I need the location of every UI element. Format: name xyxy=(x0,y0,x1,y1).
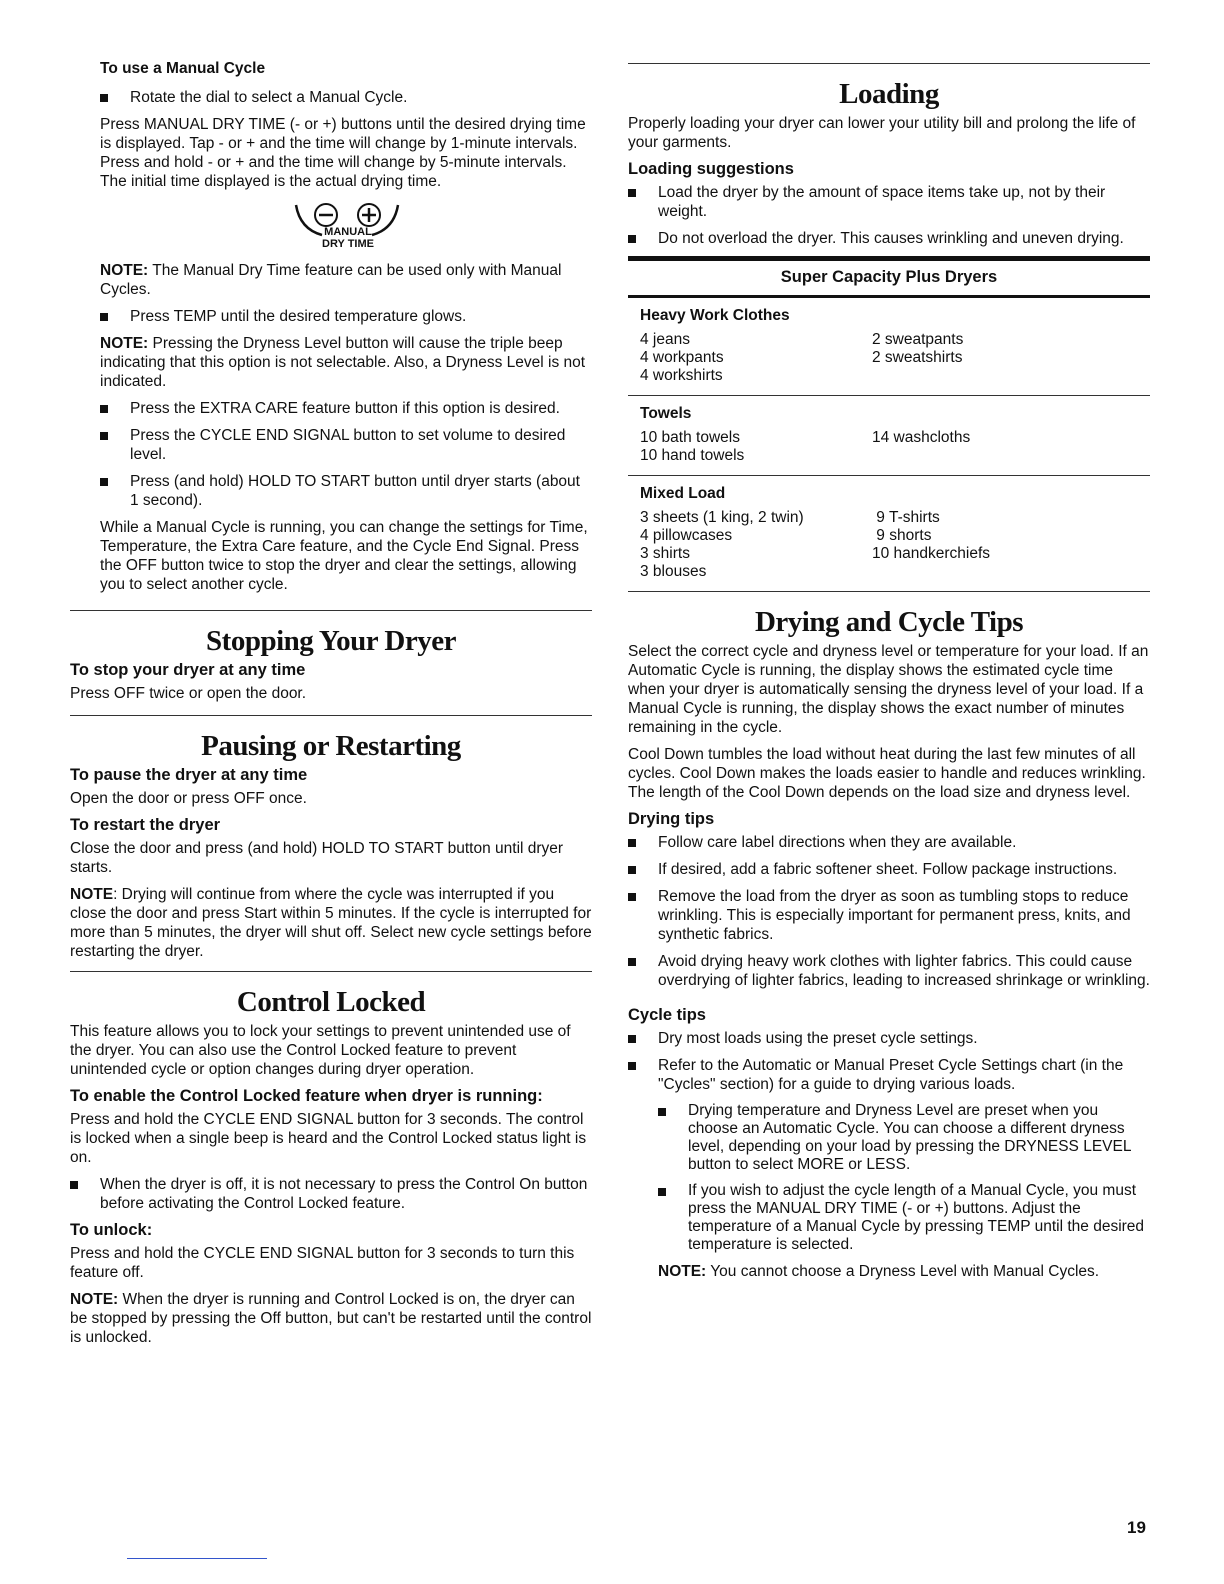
subheading: To stop your dryer at any time xyxy=(70,661,306,679)
capacity-row xyxy=(640,447,1138,465)
capacity-row xyxy=(640,509,1138,527)
note: NOTE: Drying will continue from where the cycle was interrupted if you close the door and press Start within 5 minutes. If the cycle is interrupted for more than 5 minutes, the dryer will shut off. Select new cycle settings before restarting the dryer. xyxy=(70,886,592,960)
left-column xyxy=(70,0,592,1355)
list-item: Refer to the Automatic or Manual Preset Cycle Settings chart (in the "Cycles" section) for a guide to drying various loads. xyxy=(628,1056,1150,1094)
capacity-group-heading: Heavy Work Clothes xyxy=(640,307,790,324)
capacity-row xyxy=(640,367,1138,385)
list-item: Press the CYCLE END SIGNAL button to set volume to desired level. xyxy=(100,426,592,464)
link-underline xyxy=(127,1558,267,1559)
capacity-group-heading: Towels xyxy=(640,405,692,422)
list-item: If you wish to adjust the cycle length of a Manual Cycle, you must press the MANUAL DRY TIME (- or +) buttons. Adjust the temperature of a Manual Cycle by pressing TEMP until the desired temperature is selected. xyxy=(658,1182,1150,1254)
plus-icon xyxy=(358,204,380,226)
manual-cycle-paragraph: Press MANUAL DRY TIME (- or +) buttons until the desired drying time is displayed. Tap - or + and the time will change by 1-minute intervals. Press and hold - or + and the time will change by 5-minute intervals. The initial time displayed is the actual drying time. xyxy=(100,116,586,190)
capacity-item: 10 handkerchiefs xyxy=(872,545,991,562)
capacity-item: 3 sheets (1 king, 2 twin) xyxy=(640,509,804,526)
manual-cycle-section xyxy=(100,0,592,594)
loading-section xyxy=(628,64,1150,248)
capacity-row xyxy=(640,545,1138,563)
manual-label: MANUAL xyxy=(324,226,372,238)
paragraph: Open the door or press OFF once. xyxy=(70,790,307,807)
capacity-row xyxy=(640,429,1138,447)
subheading: To pause the dryer at any time xyxy=(70,766,308,784)
list-item: Follow care label directions when they are available. xyxy=(628,833,1150,852)
paragraph: Press and hold the CYCLE END SIGNAL button for 3 seconds. The control is locked when a single beep is heard and the Control Locked status light is on. xyxy=(70,1111,587,1166)
capacity-item: 4 pillowcases xyxy=(640,527,733,544)
list-item: Dry most loads using the preset cycle settings. xyxy=(628,1029,1150,1048)
manual-dry-time-icon xyxy=(100,199,592,261)
capacity-item: 9 shorts xyxy=(872,527,932,544)
subheading: To unlock: xyxy=(70,1221,153,1239)
manual-cycle-heading: To use a Manual Cycle xyxy=(100,60,266,77)
section-title: Loading xyxy=(839,78,939,110)
list-item: Press TEMP until the desired temperature glows. xyxy=(100,307,592,326)
capacity-title: Super Capacity Plus Dryers xyxy=(628,256,1150,298)
note: NOTE: You cannot choose a Dryness Level with Manual Cycles. xyxy=(658,1263,1100,1280)
note: NOTE: When the dryer is running and Control Locked is on, the dryer can be stopped by pressing the Off button, but can't be restarted until the control is unlocked. xyxy=(70,1291,592,1346)
note: NOTE: The Manual Dry Time feature can be used only with Manual Cycles. xyxy=(100,262,562,298)
capacity-row xyxy=(640,527,1138,545)
list-item: Avoid drying heavy work clothes with lighter fabrics. This could cause overdrying of lighter fabrics, leading to increased shrinkage or wrinkling. xyxy=(628,952,1150,990)
section-title: Drying and Cycle Tips xyxy=(754,606,1024,638)
subheading: To restart the dryer xyxy=(70,816,221,834)
capacity-item: 2 sweatshirts xyxy=(872,349,963,366)
capacity-item: 9 T-shirts xyxy=(872,509,940,526)
note: NOTE: Pressing the Dryness Level button will cause the triple beep indicating that this option is not selectable. Also, a Dryness Level is not indicated. xyxy=(100,335,586,390)
capacity-group xyxy=(628,396,1150,476)
paragraph: This feature allows you to lock your settings to prevent unintended use of the dryer. You can also use the Control Locked feature to prevent unintended cycle or option changes during dryer operation. xyxy=(70,1023,571,1078)
section-title: Control Locked xyxy=(236,986,426,1018)
paragraph: Close the door and press (and hold) HOLD TO START button until dryer starts. xyxy=(70,840,564,876)
paragraph: Press and hold the CYCLE END SIGNAL button for 3 seconds to turn this feature off. xyxy=(70,1245,575,1281)
section-title: Stopping Your Dryer xyxy=(206,625,456,657)
page-number: 19 xyxy=(1127,1518,1146,1537)
capacity-item: 4 workshirts xyxy=(640,367,723,384)
right-column xyxy=(628,0,1150,1289)
subheading: Drying tips xyxy=(628,810,715,828)
capacity-item: 10 bath towels xyxy=(640,429,740,446)
stopping-section xyxy=(70,611,592,703)
capacity-table xyxy=(628,256,1150,592)
list-item: When the dryer is off, it is not necessary to press the Control On button before activating the Control Locked feature. xyxy=(70,1175,592,1213)
capacity-group-heading: Mixed Load xyxy=(640,485,726,502)
list-item: Remove the load from the dryer as soon as tumbling stops to reduce wrinkling. This is especially important for permanent press, knits, and synthetic fabrics. xyxy=(628,887,1150,944)
control-locked-section xyxy=(70,972,592,1347)
capacity-group xyxy=(628,476,1150,592)
capacity-item: 4 jeans xyxy=(640,331,690,348)
subheading: Cycle tips xyxy=(628,1006,706,1024)
list-item: If desired, add a fabric softener sheet. Follow package instructions. xyxy=(628,860,1150,879)
manual-cycle-running-paragraph: While a Manual Cycle is running, you can change the settings for Time, Temperature, the Extra Care feature, and the Cycle End Signal. Press the OFF button twice to stop the dryer and clear the settings, allowing you to select another cycle. xyxy=(100,519,588,593)
list-item: Load the dryer by the amount of space items take up, not by their weight. xyxy=(628,183,1150,221)
capacity-row xyxy=(640,563,1138,581)
capacity-item: 2 sweatpants xyxy=(872,331,964,348)
section-title: Pausing or Restarting xyxy=(201,730,461,762)
list-item: Press the EXTRA CARE feature button if this option is desired. xyxy=(100,399,592,418)
capacity-item: 3 blouses xyxy=(640,563,707,580)
capacity-row xyxy=(640,331,1138,349)
subheading: Loading suggestions xyxy=(628,160,794,178)
dry-time-label: DRY TIME xyxy=(322,238,374,250)
paragraph: Properly loading your dryer can lower your utility bill and prolong the life of your garments. xyxy=(628,115,1136,151)
capacity-item: 4 workpants xyxy=(640,349,724,366)
capacity-group xyxy=(628,298,1150,396)
list-item: Press (and hold) HOLD TO START button until dryer starts (about 1 second). xyxy=(100,472,592,510)
tips-section xyxy=(628,592,1150,1281)
list-item: Drying temperature and Dryness Level are preset when you choose an Automatic Cycle. You can choose a different dryness level, depending on your load by pressing the DRYNESS LEVEL button to select MORE or LESS. xyxy=(658,1102,1150,1174)
paragraph: Cool Down tumbles the load without heat during the last few minutes of all cycles. Cool Down makes the loads easier to handle and reduces wrinkling. The length of the Cool Down depends on the load size and dryness level. xyxy=(628,746,1146,801)
paragraph: Select the correct cycle and dryness level or temperature for your load. If an Automatic Cycle is running, the display shows the estimated cycle time when your dryer is automatically sensing the dryness level of your load. If a Manual Cycle is running, the display shows the exact number of minutes remaining in the cycle. xyxy=(628,643,1149,736)
minus-icon xyxy=(315,204,337,226)
list-item: Rotate the dial to select a Manual Cycle. xyxy=(100,88,592,107)
capacity-item: 10 hand towels xyxy=(640,447,745,464)
paragraph: Press OFF twice or open the door. xyxy=(70,685,307,702)
capacity-item: 14 washcloths xyxy=(872,429,971,446)
subheading: To enable the Control Locked feature when dryer is running: xyxy=(70,1087,543,1105)
list-item: Do not overload the dryer. This causes wrinkling and uneven drying. xyxy=(628,229,1150,248)
pausing-section xyxy=(70,716,592,961)
capacity-row xyxy=(640,349,1138,367)
capacity-item: 3 shirts xyxy=(640,545,690,562)
